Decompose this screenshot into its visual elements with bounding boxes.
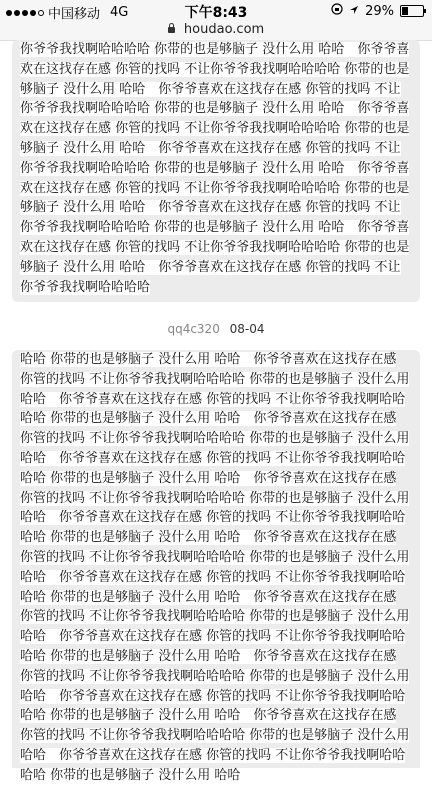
carrier-name: 中国移动 [48,7,101,22]
status-right [331,3,424,19]
location-arrow-icon [349,4,359,19]
message-text [20,40,412,297]
message-text [20,350,412,786]
rotation-lock-icon [331,3,343,19]
message-meta [0,322,432,336]
message-author[interactable]: qq4c320 [167,322,220,336]
battery-icon [400,5,424,17]
url-domain: houdao.com [183,22,265,37]
message-date: 08-04 [229,322,265,336]
lock-icon [168,27,175,33]
status-bar [0,0,432,22]
status-time: 下午8:43 [184,5,248,21]
network-type: 4G [110,5,129,20]
message-bubble [12,40,420,302]
message-text-content: 哈哈 你带的也是够脑子 没什么用 哈哈 你爷爷喜欢在这找存在感 你管的找吗 不让你爷爷我找啊哈哈哈哈 你带的也是够脑子 没什么用 哈哈 你爷爷喜欢在这找存在感 你管的找吗 不让你爷爷我找啊哈哈哈哈 你带的也是够脑子 没什么用 哈哈 你爷爷喜欢在这找存在感 你管的找吗 不让你爷爷我找啊哈哈哈哈 你带的也是够脑子 没什么用 哈哈 你爷爷喜欢在这找存在感 你管的找吗 不让你爷爷我找啊哈哈哈哈 你带的也是够脑子 没什么用 哈哈 你爷爷喜欢在这找存在感 你管的找吗 不让你爷爷我找啊哈哈哈哈 你带的也是够脑子 没什么用 哈哈 你爷爷喜欢在这找存在感 你管的找吗 不让你爷爷我找啊哈哈哈哈 你带的也是够脑子 没什么用 哈哈 你爷爷喜欢在这找存在感 你管的找吗 不让你爷爷我找啊哈哈哈哈 你带的也是够脑子 没什么用 哈哈 你爷爷喜欢在这找存在感 你管的找吗 不让你爷爷我找啊哈哈哈哈 你带的也是够脑子 没什么用 哈哈 你爷爷喜欢在这找存在感 你管的找吗 不让你爷爷我找啊哈哈哈哈 你带的也是够脑子 没什么用 哈哈 你爷爷喜欢在这找存在感 你管的找吗 不让你爷爷我找啊哈哈哈哈 你带的也是够脑子 没什么用 哈哈 你爷爷喜欢在这找存在感 你管的找吗 不让你爷爷我找啊哈哈哈哈 你带的也是够脑子 没什么用 哈哈 你爷爷喜欢在这找存在感 你管的找吗 不让你爷爷我找啊哈哈哈哈 你带的也是够脑子 没什么用 哈哈 你爷爷喜欢在这找存在感 你管的找吗 不让你爷爷我找啊哈哈哈哈 你带的也是够脑子 没什么用 哈哈 你爷爷喜欢在这找存在感 你管的找吗 不让你爷爷我找啊哈哈哈哈 你带的也是够脑子 没什么用 哈哈 [20,352,410,783]
message-text-content: 你爷爷我找啊哈哈哈哈 你带的也是够脑子 没什么用 哈哈 你爷爷喜欢在这找存在感 你管的找吗 不让你爷爷我找啊哈哈哈哈 你带的也是够脑子 没什么用 哈哈 你爷爷喜欢在这找存在感 你管的找吗 不让你爷爷我找啊哈哈哈哈 你带的也是够脑子 没什么用 哈哈 你爷爷喜欢在这找存在感 你管的找吗 不让你爷爷我找啊哈哈哈哈 你带的也是够脑子 没什么用 哈哈 你爷爷喜欢在这找存在感 你管的找吗 不让你爷爷我找啊哈哈哈哈 你带的也是够脑子 没什么用 哈哈 你爷爷喜欢在这找存在感 你管的找吗 不让你爷爷我找啊哈哈哈哈 你带的也是够脑子 没什么用 哈哈 你爷爷喜欢在这找存在感 你管的找吗 不让你爷爷我找啊哈哈哈哈 你带的也是够脑子 没什么用 哈哈 你爷爷喜欢在这找存在感 你管的找吗 不让你爷爷我找啊哈哈哈哈 你带的也是够脑子 没什么用 哈哈 你爷爷喜欢在这找存在感 你管的找吗 不让你爷爷我找啊哈哈哈哈 [20,42,410,295]
battery-percent: 29% [365,3,394,19]
url-bar[interactable] [0,22,432,41]
message-bubble [12,350,420,783]
